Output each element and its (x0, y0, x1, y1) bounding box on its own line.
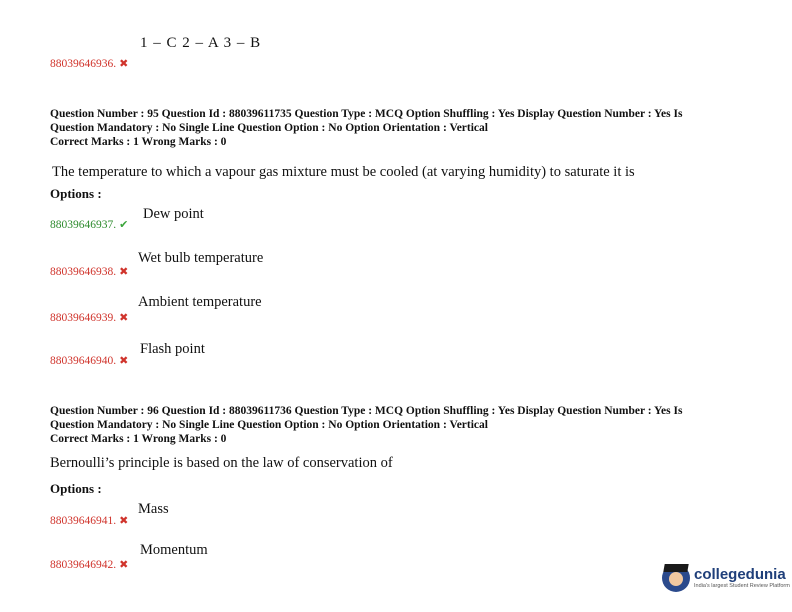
question-meta-line1: Question Number : 95 Question Id : 88039611735 Question Type : MCQ Option Shuffling : Yes Display Question Number : Yes Is (50, 108, 683, 120)
wrong-mark-icon: ✖ (119, 559, 129, 571)
option-row (50, 351, 128, 369)
question-marks: Correct Marks : 1 Wrong Marks : 0 (50, 136, 227, 148)
option-row (50, 308, 128, 326)
option-text: Ambient temperature (138, 294, 262, 310)
question-meta (50, 107, 682, 149)
option-text: Dew point (143, 206, 204, 222)
option-text: Flash point (140, 341, 205, 357)
graduate-avatar-icon (662, 564, 690, 592)
wrong-mark-icon: ✖ (119, 58, 129, 70)
option-row (50, 215, 128, 233)
option-text: Mass (138, 501, 169, 517)
correct-check-icon: ✔ (119, 219, 129, 231)
question-text: Bernoulli’s principle is based on the law of conservation of (50, 455, 393, 471)
option-id: 88039646937. (50, 219, 117, 231)
wrong-mark-icon: ✖ (119, 355, 129, 367)
option-row (50, 54, 128, 72)
option-id: 88039646936. (50, 58, 117, 70)
question-meta-line2: Question Mandatory : No Single Line Question Option : No Option Orientation : Vertical (50, 122, 488, 134)
option-row (50, 555, 128, 573)
question-text: The temperature to which a vapour gas mixture must be cooled (at varying humidity) to saturate it is (52, 164, 635, 180)
logo-name: collegedunia (694, 565, 786, 583)
option-row (50, 262, 128, 280)
option-id: 88039646939. (50, 312, 117, 324)
options-label: Options : (50, 481, 102, 496)
wrong-mark-icon: ✖ (119, 266, 129, 278)
question-meta-line1: Question Number : 96 Question Id : 88039611736 Question Type : MCQ Option Shuffling : Yes Display Question Number : Yes Is (50, 405, 683, 417)
option-text: Wet bulb temperature (138, 250, 264, 266)
wrong-mark-icon: ✖ (119, 515, 129, 527)
option-text: Momentum (140, 542, 208, 558)
options-label: Options : (50, 186, 102, 201)
option-row (50, 511, 128, 529)
option-id: 88039646938. (50, 266, 117, 278)
question-meta (50, 404, 682, 446)
option-id: 88039646940. (50, 355, 117, 367)
option-id: 88039646942. (50, 559, 117, 571)
question-marks: Correct Marks : 1 Wrong Marks : 0 (50, 433, 227, 445)
previous-answer-line: 1 – C 2 – A 3 – B (140, 35, 262, 51)
logo-tagline: India's largest Student Review Platform (694, 582, 790, 589)
option-id: 88039646941. (50, 515, 117, 527)
wrong-mark-icon: ✖ (119, 312, 129, 324)
question-meta-line2: Question Mandatory : No Single Line Question Option : No Option Orientation : Vertical (50, 419, 488, 431)
collegedunia-logo (662, 564, 790, 592)
